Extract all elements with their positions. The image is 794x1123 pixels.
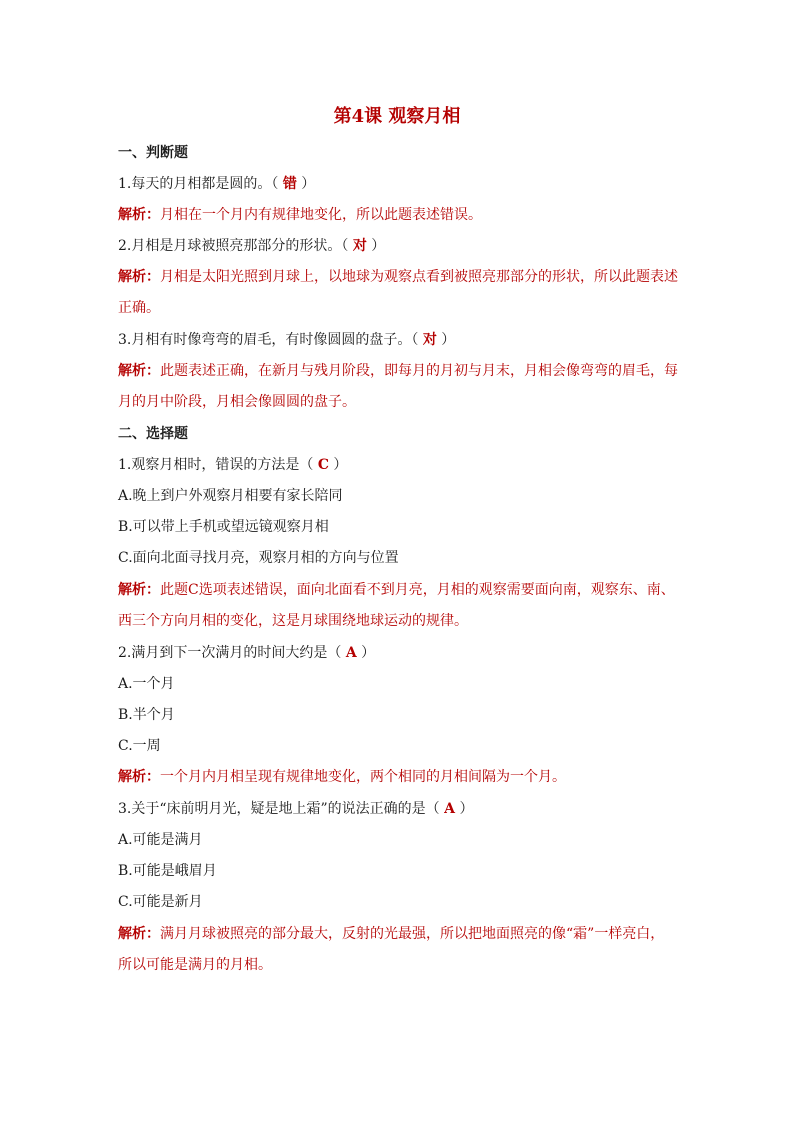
- option-choice-3-a: A.可能是满月: [118, 832, 203, 848]
- explanation-choice-3: [118, 924, 688, 944]
- answer-mark: C: [317, 457, 329, 473]
- question-choice-3: 3.关于“床前明月光，疑是地上霜”的说法正确的是（ A ）: [118, 801, 474, 817]
- question-text: 1.观察月相时，错误的方法是: [118, 457, 300, 473]
- explanation-text: 此题表述正确，在新月与残月阶段，即每月的月初与月末，月相会像弯弯的眉毛，每: [160, 363, 678, 379]
- question-judge-3: 3.月相有时像弯弯的眉毛，有时像圆圆的盘子。（ 对 ）: [118, 332, 456, 348]
- explanation-judge-1: [118, 205, 688, 225]
- section-heading-judge: 一、判断题: [118, 145, 188, 161]
- question-judge-1: 1.每天的月相都是圆的。（ 错 ）: [118, 176, 316, 192]
- question-text: 2.满月到下一次满月的时间大约是: [118, 645, 328, 661]
- explanation-text: 此题C选项表述错误，面向北面看不到月亮，月相的观察需要面向南，观察东、南、: [160, 582, 675, 598]
- answer-mark: 对: [422, 332, 437, 348]
- explanation-label: 解析：: [118, 207, 160, 223]
- explanation-choice-3-cont: 所以可能是满月的月相。: [118, 957, 272, 973]
- question-judge-2: 2.月相是月球被照亮那部分的形状。（ 对 ）: [118, 238, 386, 254]
- question-choice-1: 1.观察月相时，错误的方法是（ C ）: [118, 457, 348, 473]
- explanation-judge-2: [118, 267, 688, 287]
- question-text: 1.每天的月相都是圆的。: [118, 176, 272, 192]
- explanation-judge-3-cont: 月的月中阶段，月相会像圆圆的盘子。: [118, 394, 356, 410]
- explanation-label: 解析：: [118, 769, 160, 785]
- explanation-judge-3: [118, 361, 688, 381]
- explanation-choice-2: [118, 767, 688, 787]
- question-text: 3.关于“床前明月光，疑是地上霜”的说法正确的是: [118, 801, 426, 817]
- explanation-label: 解析：: [118, 582, 160, 598]
- explanation-label: 解析：: [118, 363, 160, 379]
- question-text: 2.月相是月球被照亮那部分的形状。: [118, 238, 342, 254]
- explanation-text: 一个月内月相呈现有规律地变化，两个相同的月相间隔为一个月。: [160, 769, 566, 785]
- answer-mark: 错: [282, 176, 297, 192]
- section-heading-choice: 二、选择题: [118, 426, 188, 442]
- answer-mark: A: [345, 645, 357, 661]
- explanation-text: 月相在一个月内有规律地变化，所以此题表述错误。: [160, 207, 482, 223]
- explanation-text: 月相是太阳光照到月球上，以地球为观察点看到被照亮那部分的形状，所以此题表述: [160, 269, 678, 285]
- explanation-choice-1-cont: 西三个方向月相的变化，这是月球围绕地球运动的规律。: [118, 613, 468, 629]
- option-choice-3-b: B.可能是峨眉月: [118, 863, 217, 879]
- option-choice-2-c: C.一周: [118, 738, 161, 754]
- explanation-text: 满月月球被照亮的部分最大，反射的光最强，所以把地面照亮的像“霜”一样亮白，: [160, 926, 665, 942]
- option-choice-1-b: B.可以带上手机或望远镜观察月相: [118, 519, 329, 535]
- option-choice-1-a: A.晚上到户外观察月相要有家长陪同: [118, 488, 343, 504]
- answer-mark: 对: [352, 238, 367, 254]
- question-choice-2: 2.满月到下一次满月的时间大约是（ A ）: [118, 645, 376, 661]
- page-title: 第4课 观察月相: [333, 106, 461, 127]
- answer-mark: A: [444, 801, 455, 817]
- explanation-choice-1: [118, 580, 688, 600]
- option-choice-2-b: B.半个月: [118, 707, 175, 723]
- explanation-label: 解析：: [118, 926, 160, 942]
- explanation-label: 解析：: [118, 269, 160, 285]
- explanation-judge-2-cont: 正确。: [118, 300, 160, 316]
- option-choice-3-c: C.可能是新月: [118, 894, 203, 910]
- question-text: 3.月相有时像弯弯的眉毛，有时像圆圆的盘子。: [118, 332, 412, 348]
- option-choice-1-c: C.面向北面寻找月亮，观察月相的方向与位置: [118, 550, 399, 566]
- option-choice-2-a: A.一个月: [118, 676, 175, 692]
